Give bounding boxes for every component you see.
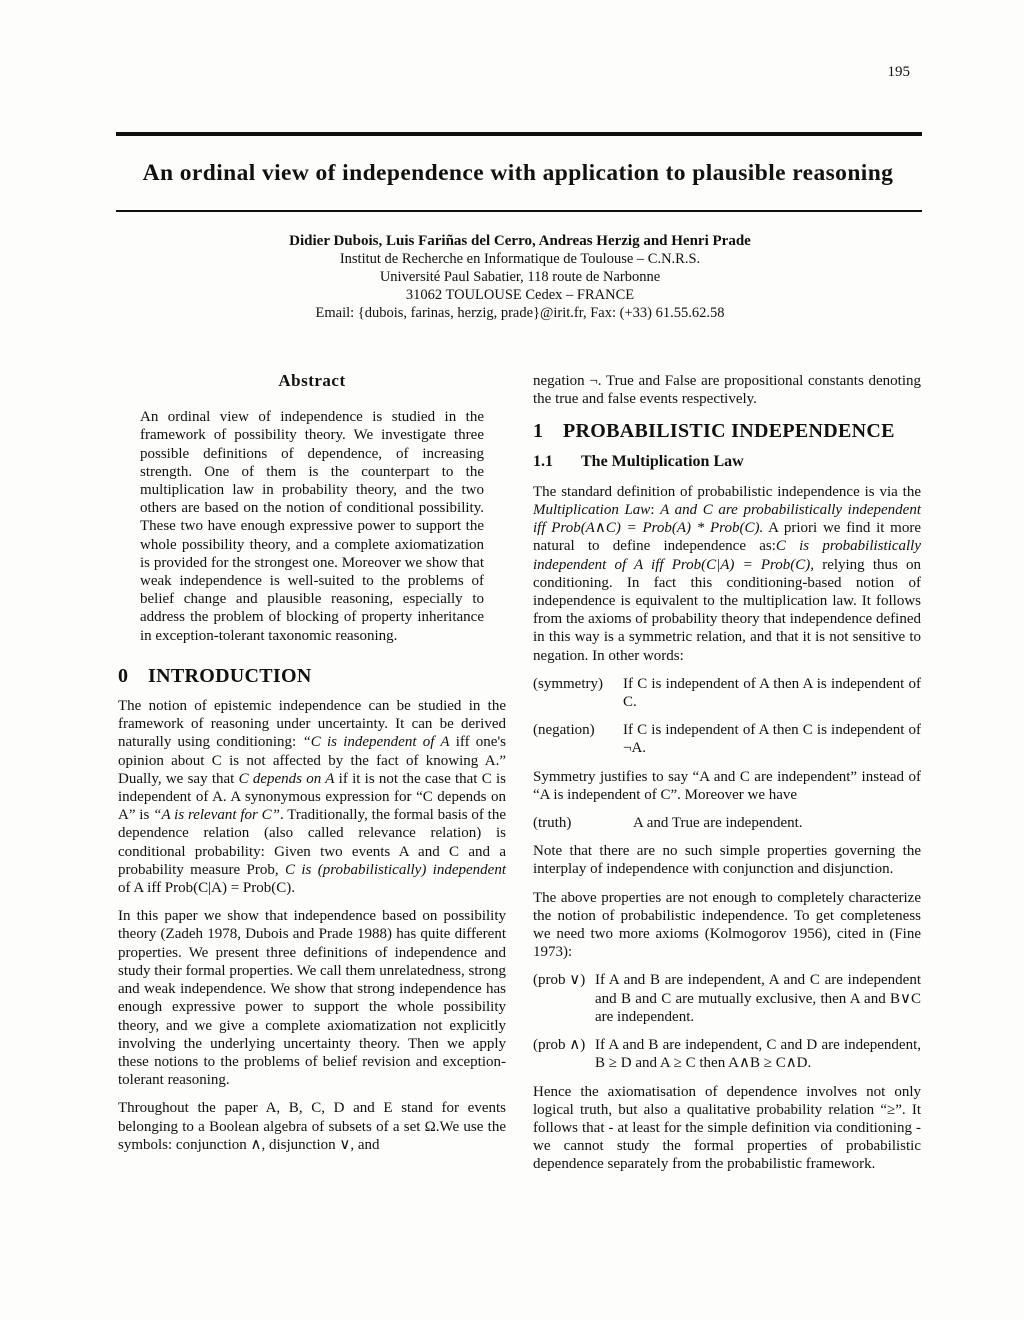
property-text: If A and B are independent, C and D are independent, B ≥ D and A ≥ C then A∧B ≥ C∧D. <box>595 1037 921 1072</box>
text-run: if it is not the case that C is independent of A. A synonymous expression for “C depends on A” is <box>118 770 506 824</box>
property-prob-and <box>533 1036 921 1072</box>
section-heading-probabilistic-independence <box>533 420 921 443</box>
intro-paragraph: In this paper we show that independence based on possibility theory (Zadeh 1978, Dubois and Prade 1988) has quite different properties. We present three definitions of independence and study their formal properties. We call them unrelatedness, strong and weak independence. We show that strong independence has enough expressive power to support the whole possibility theory, and we give a complete axiomatization not explicitly involving the underlying uncertainty theory. Then we apply these notions to the problems of belief revision and exception-tolerant reasoning. <box>118 908 506 1089</box>
text-run: A and C are probabilistically independent iff Prob(A∧C) = Prob(A) * Prob(C). <box>533 502 921 537</box>
body-paragraph: negation ¬. True and False are propositional constants denoting the true and false events respectively. <box>533 373 921 408</box>
contact-line: Email: {dubois, farinas, herzig, prade}@irit.fr, Fax: (+33) 61.55.62.58 <box>315 305 725 321</box>
property-text: If C is independent of A then C is independent of ¬A. <box>623 722 921 757</box>
section-title: PROBABILISTIC INDEPENDENCE <box>563 420 895 443</box>
property-label: (truth) <box>533 815 572 832</box>
property-prob-or <box>533 971 921 1026</box>
section-heading-introduction <box>118 664 506 687</box>
text-run: The standard definition of probabilistic independence is via the <box>533 483 921 500</box>
intro-paragraph: Throughout the paper A, B, C, D and E stand for events belonging to a Boolean algebra of subsets of a set Ω.We use the symbols: conjunction ∧, disjunction ∨, and <box>118 1100 506 1153</box>
left-column <box>118 372 506 1164</box>
text-run: The notion of epistemic independence can be studied in the framework of reasoning under uncertainty. It can be derived naturally using conditioning: <box>118 698 506 751</box>
body-paragraph: Note that there are no such simple properties governing the interplay of independence with conjunction and disjunction. <box>533 843 921 878</box>
body-paragraph: The above properties are not enough to completely characterize the notion of probabilistic independence. To get completeness we need two more axioms (Kolmogorov 1956), cited in (Fine 1973): <box>533 889 921 961</box>
abstract-text: An ordinal view of independence is studied in the framework of possibility theory. We investigate three possible definitions of dependence, of increasing strength. One of them is the counterpart to the multiplication law in probability theory, and the two others are based on the notion of conditional possibility. These two have enough expressive power to support the whole possibility theory, and a complete axiomatization is provided for the strongest one. Moreover we show that weak independence is well-suited to the problems of belief change and plausible reasoning, especially to address the problem of blocking of property inheritance in exception-tolerant taxonomic reasoning. <box>140 409 484 644</box>
abstract <box>118 408 506 645</box>
property-text: If A and B are independent, A and C are independent and B and C are mutually exclusive, then A and B∨C are independent. <box>595 972 921 1025</box>
section-number: 1 <box>533 420 544 443</box>
text-run: “A is relevant for C” <box>153 807 281 824</box>
section-number: 0 <box>118 664 129 687</box>
text-run: of A iff Prob(C|A) = Prob(C). <box>118 880 296 897</box>
text-run: relying thus on conditioning. In fact this conditioning-based notion of independence is equivalent to the multiplication law. It follows from the axioms of probability theory that independence defined in this way is a symmetric relation, and that it is not sensitive to negation. In other words: <box>533 556 921 664</box>
body-paragraph: Hence the axiomatisation of dependence involves not only logical truth, but also a qualitative probability relation “≥”. It follows that - at least for the simple definition via conditioning - we cannot study the formal properties of probabilistic dependence separately from the probabilistic framework. <box>533 1083 921 1173</box>
subsection-heading-multiplication-law <box>533 453 921 471</box>
right-column <box>533 372 921 1184</box>
property-label: (prob ∨) <box>533 972 586 989</box>
affiliation-line: Institut de Recherche en Informatique de Toulouse – C.N.R.S. <box>339 251 701 267</box>
text-run: : <box>650 502 661 519</box>
text-run: C is (probabilistically) independent <box>284 861 506 878</box>
property-label: (prob ∧) <box>533 1037 586 1054</box>
text-run: . Traditionally, the formal basis of the dependence relation (also called relevance relation) is conditional probability: Given two events A and C and a probability measure Prob, <box>118 807 507 878</box>
property-truth <box>533 814 921 832</box>
intro-paragraph <box>118 697 506 897</box>
text-run: “C is independent of A <box>302 734 450 751</box>
title-rule <box>116 210 922 212</box>
affiliation-line: Université Paul Sabatier, 118 route de Narbonne <box>379 269 661 285</box>
property-label: (negation) <box>533 722 595 739</box>
header-rule <box>116 132 922 136</box>
body-paragraph: Symmetry justifies to say “A and C are independent” instead of “A is independent of C”. Moreover we have <box>533 768 921 803</box>
author-names: Didier Dubois, Luis Fariñas del Cerro, Andreas Herzig and Henri Prade <box>289 233 751 249</box>
author-block <box>120 232 920 322</box>
property-label: (symmetry) <box>533 675 603 692</box>
abstract-heading: Abstract <box>278 371 346 390</box>
affiliation-line: 31062 TOULOUSE Cedex – FRANCE <box>405 287 635 303</box>
text-run: Multiplication Law <box>533 502 651 519</box>
subsection-number: 1.1 <box>533 452 553 470</box>
paper-title: An ordinal view of independence with application to plausible reasoning <box>142 160 894 186</box>
section-title: INTRODUCTION <box>148 664 312 687</box>
property-symmetry <box>533 675 921 711</box>
property-negation <box>533 721 921 757</box>
subsection-title: The Multiplication Law <box>581 452 744 470</box>
text-run: iff one's opinion about C is not affected by the fact of knowing A.” Dually, we say that <box>118 734 506 787</box>
text-run: C depends on A <box>238 770 335 787</box>
property-text: If C is independent of A then A is independent of C. <box>623 675 921 711</box>
text-run: C is probabilistically independent of A iff Prob(C|A) = Prob(C), <box>533 538 921 573</box>
body-paragraph <box>533 483 921 665</box>
page-number: 195 <box>887 64 910 80</box>
text-run: A priori we find it more natural to define independence as: <box>533 520 921 555</box>
property-text: A and True are independent. <box>633 815 803 832</box>
